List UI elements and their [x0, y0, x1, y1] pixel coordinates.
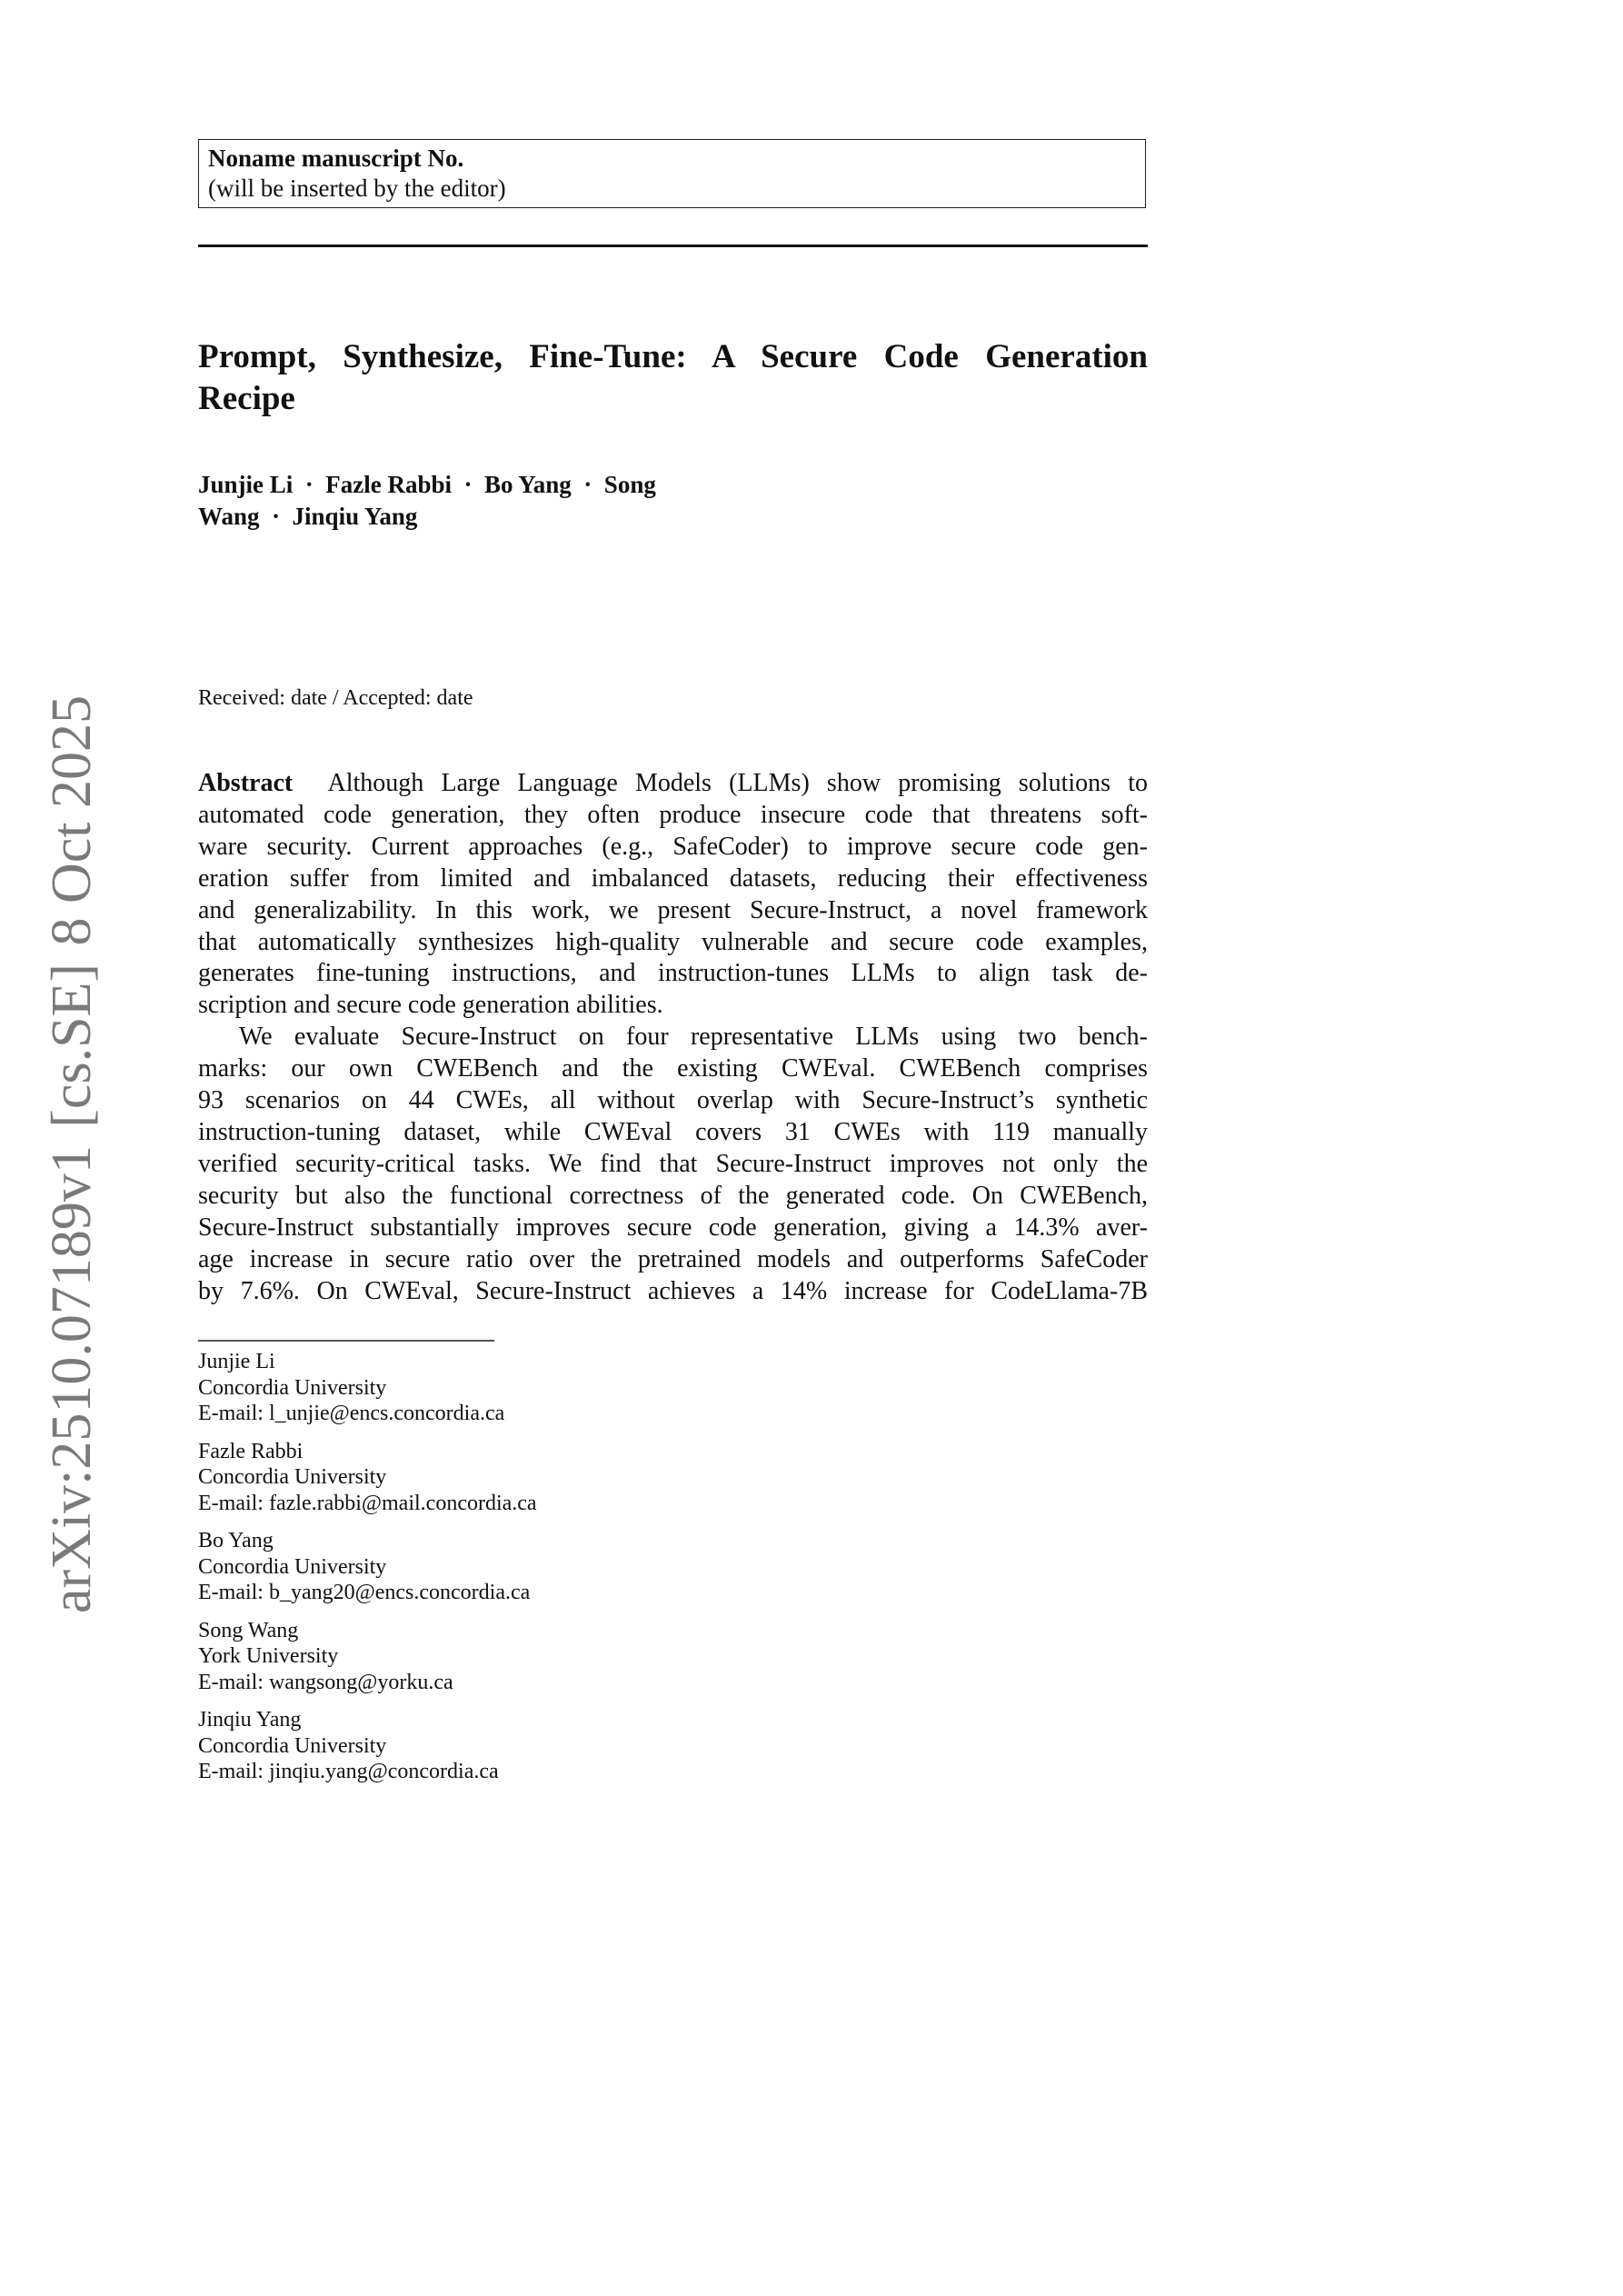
abstract-label: Abstract [198, 769, 294, 797]
abstract-line: by 7.6%. On CWEval, Secure-Instruct achieves a 14% increase for CodeLlama-7B [198, 1276, 1148, 1305]
affil-org: Concordia University [198, 1465, 387, 1489]
affiliation-block [198, 1707, 537, 1785]
header-rule [198, 245, 1148, 247]
abstract-line: and generalizability. In this work, we present Secure-Instruct, a novel framework [198, 895, 1148, 924]
title-line: Prompt, Synthesize, Fine-Tune: A Secure Code Generation [198, 338, 1148, 375]
abstract-line: scription and secure code generation abilities. [198, 991, 663, 1020]
arxiv-stamp [40, 695, 105, 1613]
manuscript-number: Noname manuscript No. [208, 145, 464, 172]
arxiv-date: 8 Oct 2025 [41, 695, 103, 946]
arxiv-id: arXiv:2510.07189v1 [41, 1145, 103, 1613]
abstract-line: verified security-critical tasks. We find that Secure-Instruct improves not only the [198, 1149, 1148, 1178]
title-line: Recipe [198, 380, 295, 417]
abstract-line: age increase in secure ratio over the pretrained models and outperforms SafeCoder [198, 1244, 1148, 1273]
author-list [198, 469, 656, 533]
affil-email: E-mail: jinqiu.yang@concordia.ca [198, 1760, 499, 1783]
affil-org: Concordia University [198, 1554, 387, 1579]
abstract-line: eration suffer from limited and imbalanced datasets, reducing their effectiveness [198, 863, 1148, 893]
affil-name: Song Wang [198, 1618, 299, 1642]
manuscript-header-box [198, 139, 1146, 208]
abstract-line: 93 scenarios on 44 CWEs, all without overlap with Secure-Instruct’s synthetic [198, 1086, 1148, 1115]
abstract-line: that automatically synthesizes high-quality vulnerable and secure code examples, [198, 927, 1148, 956]
affiliations [198, 1349, 537, 1797]
affiliation-block [198, 1618, 537, 1696]
paper-title [198, 336, 1148, 420]
affil-email: E-mail: fazle.rabbi@mail.concordia.ca [198, 1491, 537, 1515]
affiliation-block [198, 1528, 537, 1606]
abstract-line: marks: our own CWEBench and the existing CWEval. CWEBench comprises [198, 1054, 1148, 1083]
abstract [198, 768, 1148, 1307]
affil-name: Fazle Rabbi [198, 1439, 304, 1463]
affil-name: Jinqiu Yang [198, 1708, 302, 1732]
abstract-line [198, 768, 1148, 800]
abstract-line: We evaluate Secure-Instruct on four representative LLMs using two bench- [239, 1023, 1148, 1052]
affil-org: Concordia University [198, 1375, 387, 1400]
abstract-line: generates fine-tuning instructions, and instruction-tunes LLMs to align task de- [198, 959, 1148, 988]
editor-note: (will be inserted by the editor) [208, 175, 506, 202]
footnote-rule [198, 1340, 494, 1342]
abstract-line: ware security. Current approaches (e.g., SafeCoder) to improve secure code gen- [198, 832, 1148, 861]
affiliation-block [198, 1439, 537, 1517]
abstract-text: Although Large Language Models (LLMs) show promising solutions to [327, 769, 1148, 797]
affil-org: Concordia University [198, 1733, 387, 1758]
abstract-line: security but also the functional correctness of the generated code. On CWEBench, [198, 1181, 1148, 1210]
arxiv-category: [cs.SE] [41, 963, 103, 1128]
affil-email: E-mail: b_yang20@encs.concordia.ca [198, 1581, 531, 1604]
abstract-line: instruction-tuning dataset, while CWEval covers 31 CWEs with 119 manually [198, 1117, 1148, 1146]
author-line: Wang · Jinqiu Yang [198, 503, 418, 530]
affil-email: E-mail: l_unjie@encs.concordia.ca [198, 1402, 505, 1425]
abstract-line: automated code generation, they often produce insecure code that threatens soft- [198, 800, 1148, 829]
author-line: Junjie Li · Fazle Rabbi · Bo Yang · Song [198, 471, 656, 498]
affil-name: Junjie Li [198, 1350, 275, 1373]
received-date: Received: date / Accepted: date [198, 686, 473, 710]
abstract-line: Secure-Instruct substantially improves secure code generation, giving a 14.3% aver- [198, 1213, 1148, 1242]
affil-email: E-mail: wangsong@yorku.ca [198, 1670, 453, 1694]
affil-name: Bo Yang [198, 1529, 274, 1552]
affiliation-block [198, 1349, 537, 1427]
affil-org: York University [198, 1644, 339, 1668]
